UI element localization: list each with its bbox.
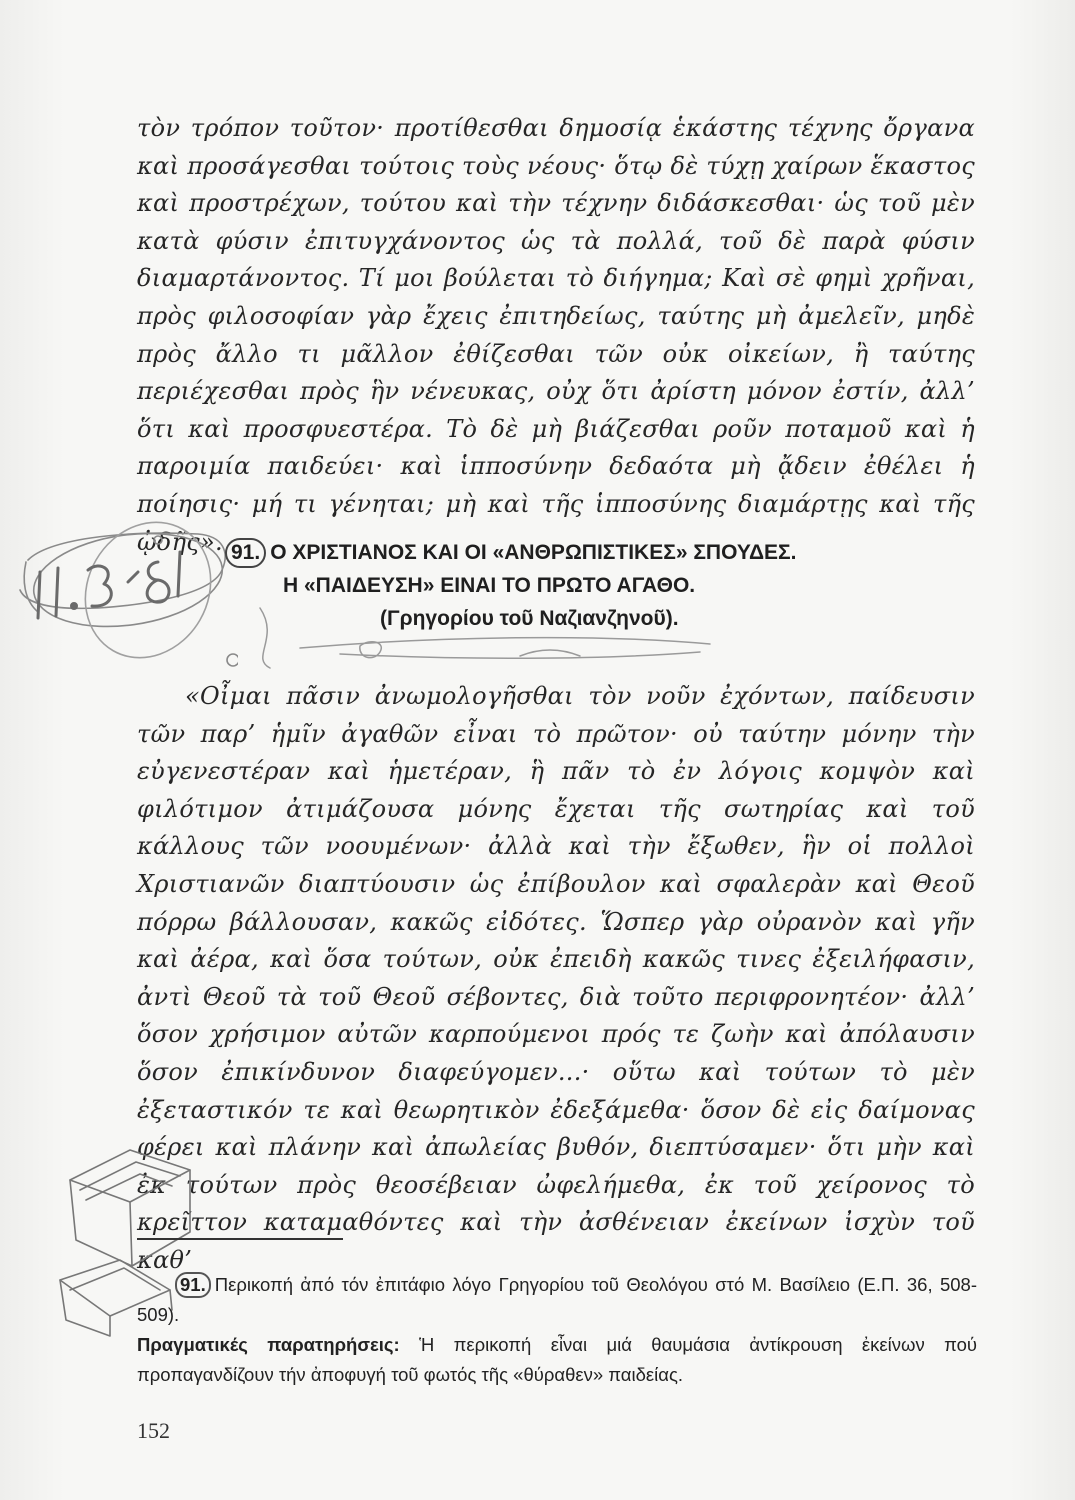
footnotes [137,1270,977,1390]
section-number: 91. [225,538,266,568]
footnote-text: Περικοπή ἀπό τόν ἐπιτάφιο λόγο Γρηγορίου τοῦ Θεολόγου στό Μ. Βασίλειο (Ε.Π. 36, 508-509). [137,1274,977,1325]
heading-line-3: (Γρηγορίου τοῦ Ναζιανζηνοῦ). [380,607,679,630]
remarks-label: Πραγματικές παρατηρήσεις: [137,1334,400,1355]
remarks-text: Ἡ περικοπή εἶναι μιά θαυμάσια ἀντίκρουση ἐκείνων πού προπαγανδίζουν τήν ἀποφυγή τοῦ φωτός τῆς «θύραθεν» παιδείας. [137,1334,977,1385]
footnote-separator [137,1238,343,1240]
footnote-source [137,1270,977,1330]
footnote-number: 91. [175,1272,211,1298]
heading-line-1 [225,536,925,569]
heading-line-2: Η «ΠΑΙΔΕΥΣΗ» ΕΙΝΑΙ ΤΟ ΠΡΩΤΟ ΑΓΑΘΟ. [283,574,696,597]
paragraph-top: τὸν τρόπον τοῦτον· προτίθεσθαι δημοσίᾳ ἑκάστης τέχνης ὄργανα καὶ προσάγεσθαι τούτοις τοὺς νέους· ὅτῳ δὲ τύχῃ χαίρων ἕκαστος καὶ προστρέχων, τούτου καὶ τὴν τέχνην διδάσκεσθαι· ὡς τοῦ μὲν κατὰ φύσιν ἐπιτυγχάνοντος ὡς τὰ πολλά, τοῦ δὲ παρὰ φύσιν διαμαρτάνοντος. Τί μοι βούλεται τὸ διήγημα; Καὶ σὲ φημὶ χρῆναι, πρὸς φιλοσοφίαν γὰρ ἔχεις ἐπιτηδείως, ταύτης μὴ ἀμελεῖν, μηδὲ πρὸς ἄλλο τι μᾶλλον ἐθίζεσθαι τῶν οὐκ οἰκείων, ἢ ταύτης περιέχεσθαι πρὸς ἣν νένευκας, οὐχ ὅτι ἀρίστη μόνον ἐστίν, ἀλλ’ ὅτι καὶ προσφυεστέρα. Τὸ δὲ μὴ βιάζεσθαι ροῦν ποταμοῦ καὶ ἡ παροιμία παιδεύει· καὶ ἱπποσύνην δεδαότα μὴ ᾄδειν ἐθέλει ἡ ποίησις· μή τι γένηται; μὴ καὶ τῆς ἱπποσύνης διαμάρτῃς καὶ τῆς ᾠδῆς». [137,114,975,556]
section-heading [225,536,925,635]
paragraph-main: «Οἶμαι πᾶσιν ἀνωμολογῆσθαι τὸν νοῦν ἐχόντων, παίδευσιν τῶν παρ’ ἡμῖν ἀγαθῶν εἶναι τὸ πρῶτον· οὐ ταύτην μόνην τὴν εὐγενεστέραν καὶ ἡμετέραν, ἣ πᾶν τὸ ἐν λόγοις κομψὸν καὶ φιλότιμον ἀτιμάζουσα μόνης ἔχεται τῆς σωτηρίας καὶ τοῦ κάλλους τῶν νοουμένων· ἀλλὰ καὶ τὴν ἔξωθεν, ἣν οἱ πολλοὶ Χριστιανῶν διαπτύουσιν ὡς ἐπίβουλον καὶ σφαλερὰν καὶ Θεοῦ πόρρω βάλλουσαν, κακῶς εἰδότες. Ὥσπερ γὰρ οὐρανὸν καὶ γῆν καὶ ἀέρα, καὶ ὅσα τούτων, οὐκ ἐπειδὴ κακῶς τινες ἐξειλήφασιν, ἀντὶ Θεοῦ τὰ τοῦ Θεοῦ σέβοντες, διὰ τοῦτο περιφρονητέον· ἀλλ’ ὅσον χρήσιμον αὐτῶν καρπούμενοι πρός τε ζωὴν καὶ ἀπόλαυσιν ὅσον ἐπικίνδυνον διαφεύγομεν...· οὕτω καὶ τούτων τὸ μὲν ἐξεταστικόν τε καὶ θεωρητικὸν ἐδεξάμεθα· ὅσον δὲ εἰς δαίμονας φέρει καὶ πλάνην καὶ ἀπωλείας βυθόν, διεπτύσαμεν· ὅτι μὴν καὶ ἐκ τούτων πρὸς θεοσέβειαν ὠφελήμεθα, ἐκ τοῦ χείρονος τὸ κρεῖττον καταμαθόντες καὶ τὴν ἀσθένειαν ἐκείνων ἰσχὺν τοῦ καθ’ [137,682,975,1274]
heading-title-1: Ο ΧΡΙΣΤΙΑΝΟΣ ΚΑΙ ΟΙ «ΑΝΘΡΩΠΙΣΤΙΚΕΣ» ΣΠΟΥΔΕΣ. [270,541,797,564]
page-number: 152 [137,1418,170,1443]
footnote-remarks [137,1330,977,1390]
